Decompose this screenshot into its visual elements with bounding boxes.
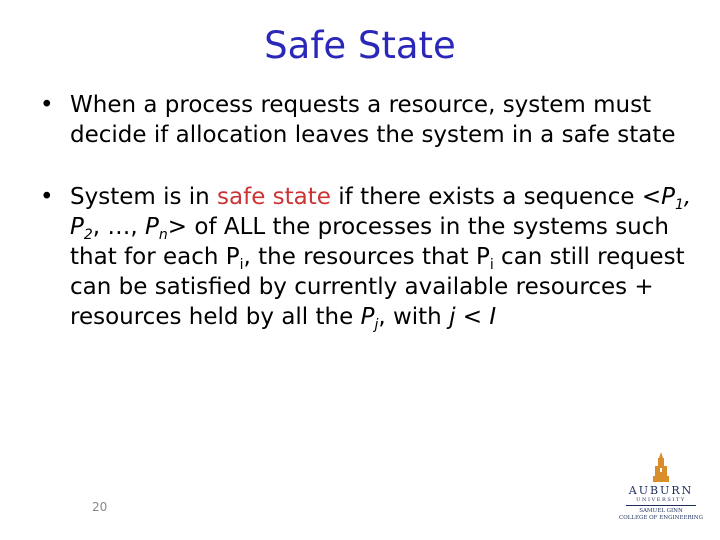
bullet-text-part: can still request can be satisfied by currently available resources + resources held by all the — [70, 244, 685, 330]
bullet-marker: • — [40, 92, 54, 118]
bullet-text-part: , — [683, 184, 692, 210]
var-p: P — [360, 304, 375, 330]
bullet-text-part: System is in — [70, 184, 218, 210]
subscript: i — [489, 257, 494, 273]
tower-icon — [652, 452, 670, 482]
var-p: P — [661, 184, 675, 210]
var-p: P — [145, 214, 159, 240]
bullet-item-2 — [40, 182, 700, 332]
bullet-text-part: , the resources that P — [243, 244, 490, 270]
subscript: 2 — [83, 227, 93, 243]
logo-college-line2: COLLEGE OF ENGINEERING — [618, 515, 704, 521]
bullet-text-part: if there exists a sequence < — [330, 184, 662, 210]
bullet-text-part: < — [455, 304, 490, 330]
logo-college-line1: SAMUEL GINN — [639, 508, 683, 514]
slide-title: Safe State — [264, 24, 456, 67]
bullet-text: When a process requests a resource, system must decide if allocation leaves the system in a safe state — [70, 92, 676, 148]
logo-name: AUBURN — [628, 484, 694, 497]
var-j: j — [449, 304, 456, 330]
university-logo — [608, 452, 714, 538]
subscript: n — [158, 227, 168, 243]
var-p: P — [70, 214, 84, 240]
logo-university: UNIVERSITY — [636, 497, 686, 503]
bullet-text-part: , …, — [92, 214, 146, 240]
safe-state-highlight: safe state — [217, 184, 331, 210]
bullet-marker: • — [40, 184, 54, 210]
subscript: j — [374, 317, 379, 333]
page-number: 20 — [92, 500, 108, 514]
subscript: i — [239, 257, 244, 273]
subscript: 1 — [674, 197, 684, 213]
bullet-text-part: , with — [378, 304, 450, 330]
bullet-list — [40, 90, 700, 332]
var-i: I — [489, 304, 497, 330]
logo-divider — [626, 505, 696, 506]
bullet-item-1 — [40, 90, 700, 150]
bullet-text-part: > of ALL the processes in the systems such that for each P — [70, 214, 669, 270]
